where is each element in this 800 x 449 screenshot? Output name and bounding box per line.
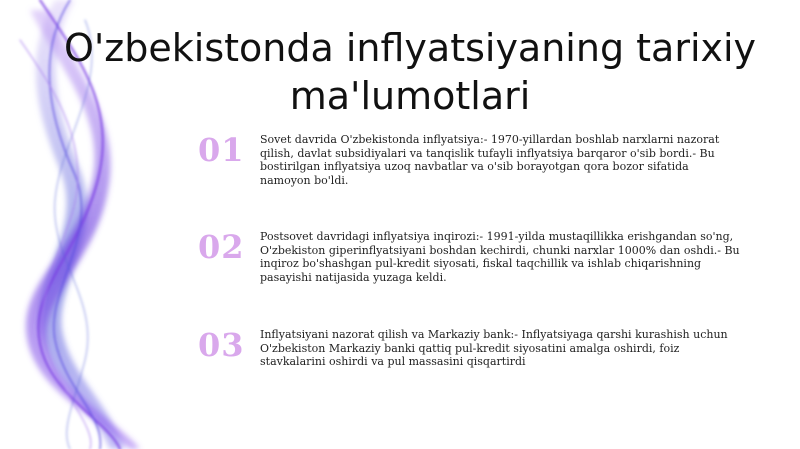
- page-title: O'zbekistonda inflyatsiyaning tarixiy ma'lumotlari: [63, 26, 757, 118]
- item-number: 03: [198, 326, 245, 364]
- item-text: Postsovet davridagi inflyatsiya inqirozi:- 1991-yilda mustaqillikka erishgandan so'ng, O'zbekiston giperinflyatsiyani boshdan kechirdi, chunki narxlar 1000% dan oshdi.- Bu inqiroz bo'shashgan pul-kredit siyosati, fiskal taqchillik va ishlab chiqarishning pasayishi natijasida yuzaga keldi.: [260, 230, 740, 284]
- item-number: 02: [198, 228, 245, 266]
- item-text: Sovet davrida O'zbekistonda inflyatsiya:- 1970-yillardan boshlab narxlarni nazorat qilish, davlat subsidiyalari va tanqislik tufayli inflyatsiya barqaror o'sib bordi.- Bu bostirilgan inflyatsiya uzoq navbatlar va o'sib borayotgan qora bozor sifatida namoyon bo'ldi.: [260, 133, 720, 187]
- item-number: 01: [198, 131, 245, 169]
- item-text: Inflyatsiyani nazorat qilish va Markaziy bank:- Inflyatsiyaga qarshi kurashish uchun O'zbekiston Markaziy banki qattiq pul-kredit siyosatini amalga oshirdi, foiz stavkalarini oshirdi va pul massasini qisqartirdi: [260, 328, 728, 368]
